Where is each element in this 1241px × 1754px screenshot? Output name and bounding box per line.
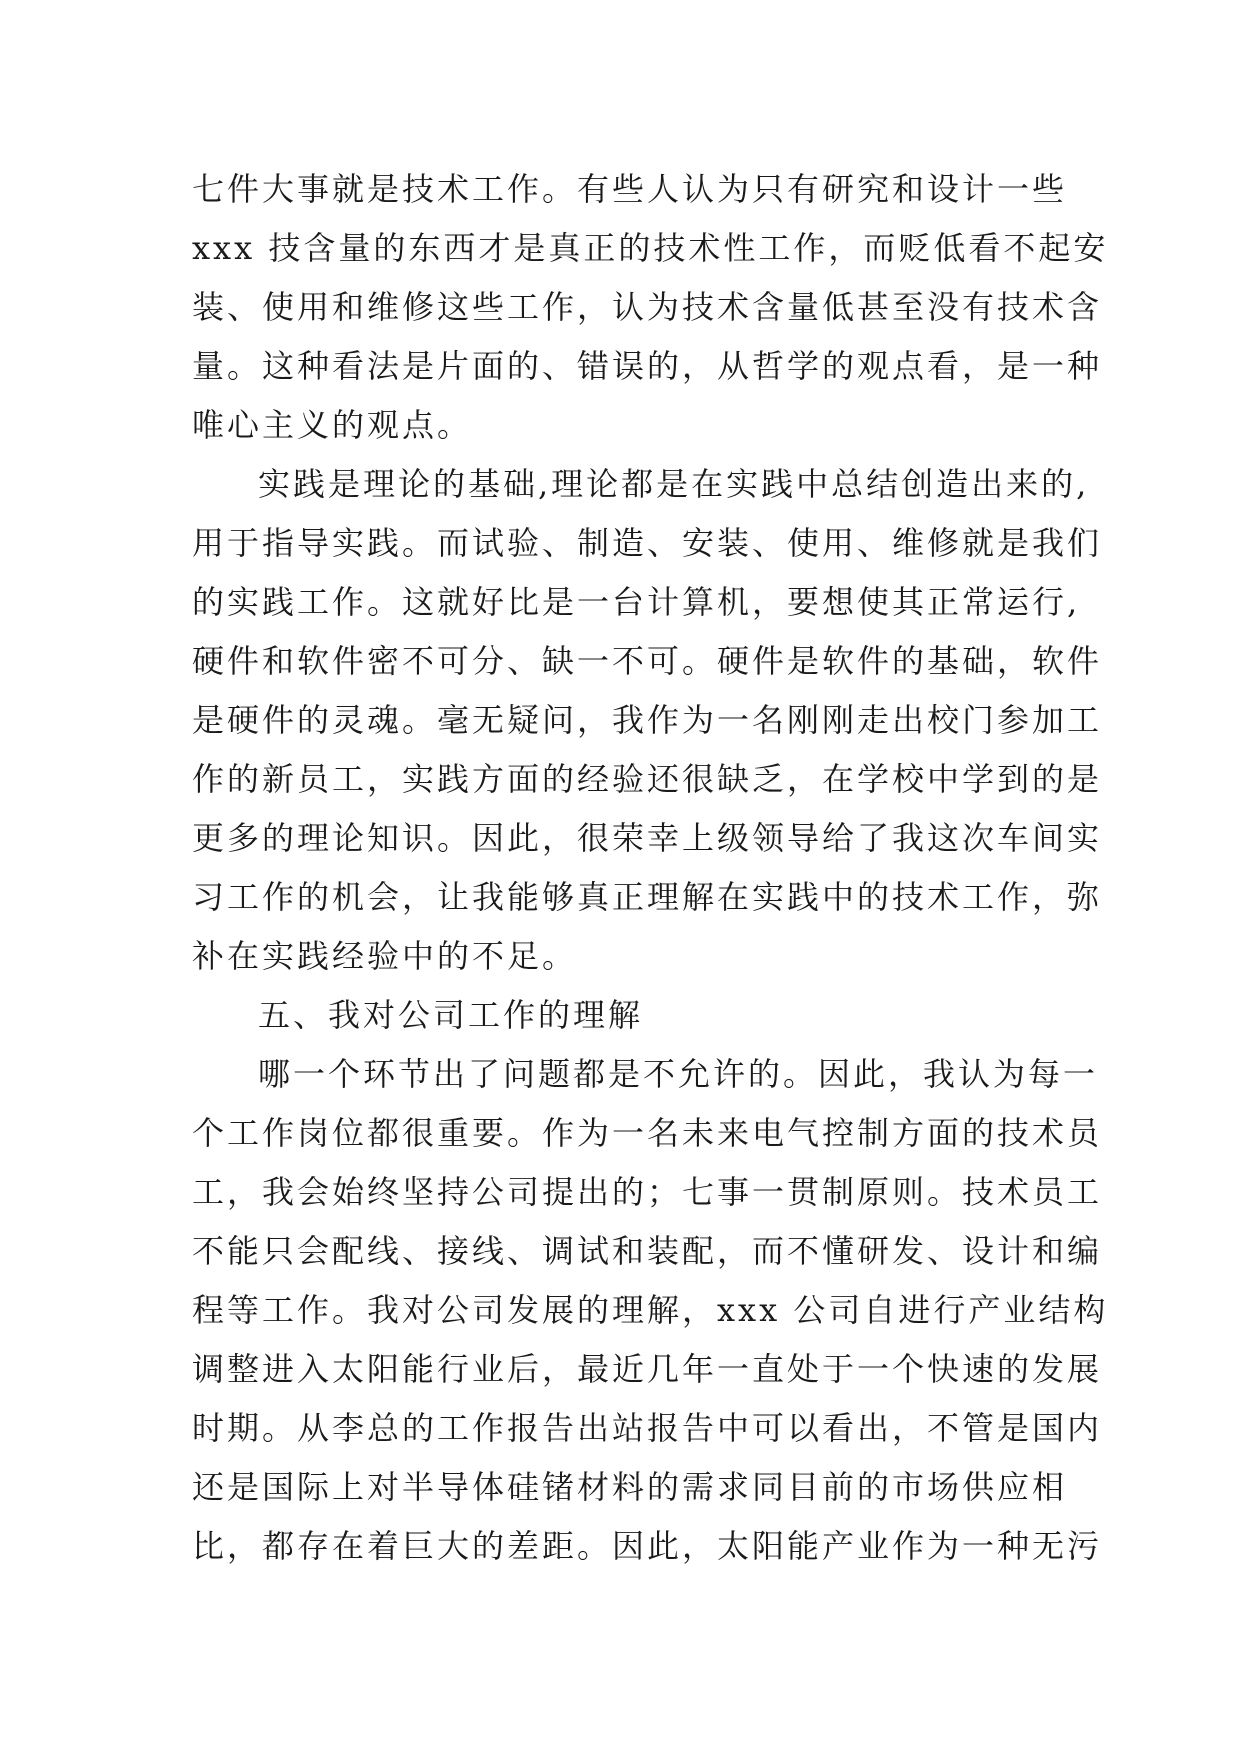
text-line: 七件大事就是技术工作。有些人认为只有研究和设计一些 <box>192 170 1068 208</box>
text-line: 个工作岗位都很重要。作为一名未来电气控制方面的技术员 <box>192 1114 1103 1152</box>
text-line: 程等工作。我对公司发展的理解，xxx 公司自进行产业结构 <box>192 1291 1109 1329</box>
text-line: xxx 技含量的东西才是真正的技术性工作，而贬低看不起安 <box>192 229 1109 267</box>
text-line: 是硬件的灵魂。毫无疑问，我作为一名刚刚走出校门参加工 <box>192 701 1103 739</box>
text-line: 硬件和软件密不可分、缺一不可。硬件是软件的基础，软件 <box>192 642 1103 680</box>
text-line: 装、使用和维修这些工作，认为技术含量低甚至没有技术含 <box>192 288 1103 326</box>
text-line: 比，都存在着巨大的差距。因此，太阳能产业作为一种无污 <box>192 1527 1103 1565</box>
section-heading: 五、我对公司工作的理解 <box>258 996 644 1034</box>
text-line: 还是国际上对半导体硅锗材料的需求同目前的市场供应相 <box>192 1468 1068 1506</box>
text-line: 补在实践经验中的不足。 <box>192 937 578 975</box>
text-line: 的实践工作。这就好比是一台计算机，要想使其正常运行, <box>192 583 1081 621</box>
text-line: 作的新员工，实践方面的经验还很缺乏，在学校中学到的是 <box>192 760 1103 798</box>
text-line: 唯心主义的观点。 <box>192 406 473 444</box>
body-text <box>192 160 1109 1576</box>
text-line: 时期。从李总的工作报告出站报告中可以看出，不管是国内 <box>192 1409 1103 1447</box>
paragraph-start-line: 实践是理论的基础,理论都是在实践中总结创造出来的, <box>258 465 1090 503</box>
text-line: 更多的理论知识。因此，很荣幸上级领导给了我这次车间实 <box>192 819 1103 857</box>
text-line: 用于指导实践。而试验、制造、安装、使用、维修就是我们 <box>192 524 1103 562</box>
text-line: 量。这种看法是片面的、错误的，从哲学的观点看，是一种 <box>192 347 1103 385</box>
paragraph-start-line: 哪一个环节出了问题都是不允许的。因此，我认为每一 <box>258 1055 1099 1093</box>
text-line: 工，我会始终坚持公司提出的；七事一贯制原则。技术员工 <box>192 1173 1103 1211</box>
text-line: 调整进入太阳能行业后，最近几年一直处于一个快速的发展 <box>192 1350 1103 1388</box>
text-line: 习工作的机会，让我能够真正理解在实践中的技术工作，弥 <box>192 878 1103 916</box>
text-line: 不能只会配线、接线、调试和装配，而不懂研发、设计和编 <box>192 1232 1103 1270</box>
